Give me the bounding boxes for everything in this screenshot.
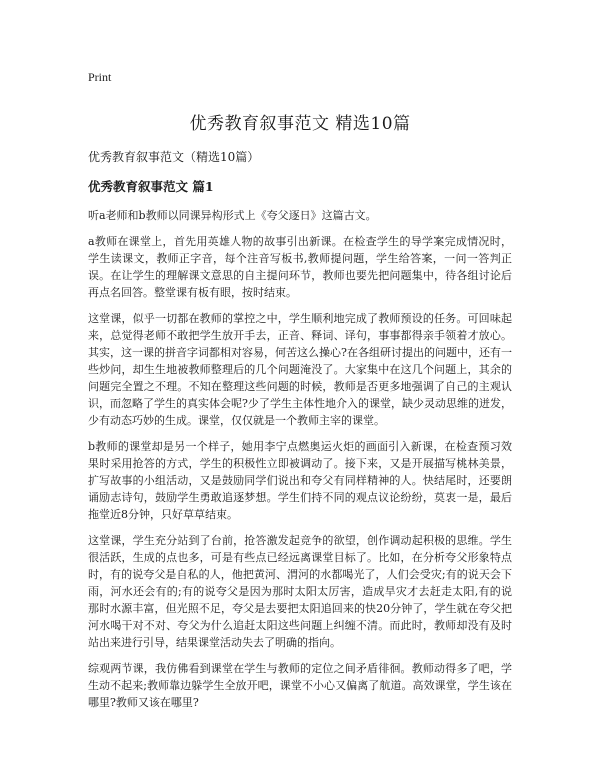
document-title: 优秀教育叙事范文 精选10篇 <box>189 114 411 134</box>
paragraph-teacher-b-review: 这堂课，学生充分站到了台前，抢答激发起竞争的欲望，创作调动起积极的思维。学生很活跃，生成的点也多，可是有些点已经远离课堂目标了。比如，在分析夸父形象特点时，有的说夸父是自私的人，他把黄河、渭河的水都喝光了，人们会受灾;有的说天会下雨，河水还会有的;有的说夸父是因为那时太阳太厉害，造成旱灾才去赶走太阳,有的说那时水源丰富，但光照不足，夸父是去要把太阳追回来的快20分钟了，学生就在夸父把河水喝干对不对、夸父为什么追赶太阳这些问题上纠缠不清。而此时，教师却没有及时站出来进行引导，结果课堂活动失去了明确的指向。 <box>88 534 512 649</box>
paragraph-intro: 听a老师和b教师以同课异构形式上《夸父逐日》这篇古文。 <box>88 209 377 222</box>
paragraph-teacher-a-review: 这堂课，似乎一切都在教师的掌控之中，学生顺利地完成了教师预设的任务。可回味起来，总觉得老师不敢把学生放开手去，正音、释词、译句，事事都得亲手领着才放心。其实，这一课的拼音字词都相对容易，何苦这么操心?在各组研讨提出的问题中，还有一些炒问，却生生地被教师整理后的几个问题淹没了。大家集中在这几个问题上，其余的问题完全置之不理。不知在整理这些问题的时候，教师是否更多地强调了自己的主观认识，而忽略了学生的真实体会呢?少了学生主体性地介入的课堂，缺少灵动思维的迸发，少有动态巧妙的生成。课堂，仅仅就是一个教师主宰的课堂。 <box>88 312 512 427</box>
section-heading: 优秀教育叙事范文 篇1 <box>88 179 214 194</box>
paragraph-teacher-a: a教师在课堂上，首先用英雄人物的故事引出新课。在检查学生的导学案完成情况时，学生读课文，教师正字音，每个注音写板书,教师提问题，学生给答案，一问一答判正误。在让学生的理解课文意思的自主提问环节，教师也要先把问题集中，待各组讨论后再点名回答。整堂课有板有眼，按时结束。 <box>88 235 512 299</box>
paragraph-summary: 综观两节课，我仿佛看到课堂在学生与教师的定位之间矛盾徘徊。教师动得多了吧，学生动不起来;教师靠边躲学生全放开吧，课堂不小心又偏离了航道。高效课堂，学生该在哪里?教师又该在哪里? <box>88 662 512 709</box>
print-link[interactable]: Print <box>88 70 112 84</box>
document-subtitle: 优秀教育叙事范文（精选10篇） <box>88 150 260 164</box>
paragraph-teacher-b: b教师的课堂却是另一个样子，她用李宁点燃奥运火炬的画面引入新课，在检查预习效果时采用抢答的方式，学生的积极性立即被调动了。接下来，又是开展描写桃林美景，扩写故事的小组活动，又是鼓励同学们说出和夸父有同样精神的人。快结尾时，还要朗诵励志诗句，鼓励学生勇敢追逐梦想。学生们持不同的观点议论纷纷，莫衷一是，最后拖堂近8分钟，只好草草结束。 <box>88 440 512 521</box>
